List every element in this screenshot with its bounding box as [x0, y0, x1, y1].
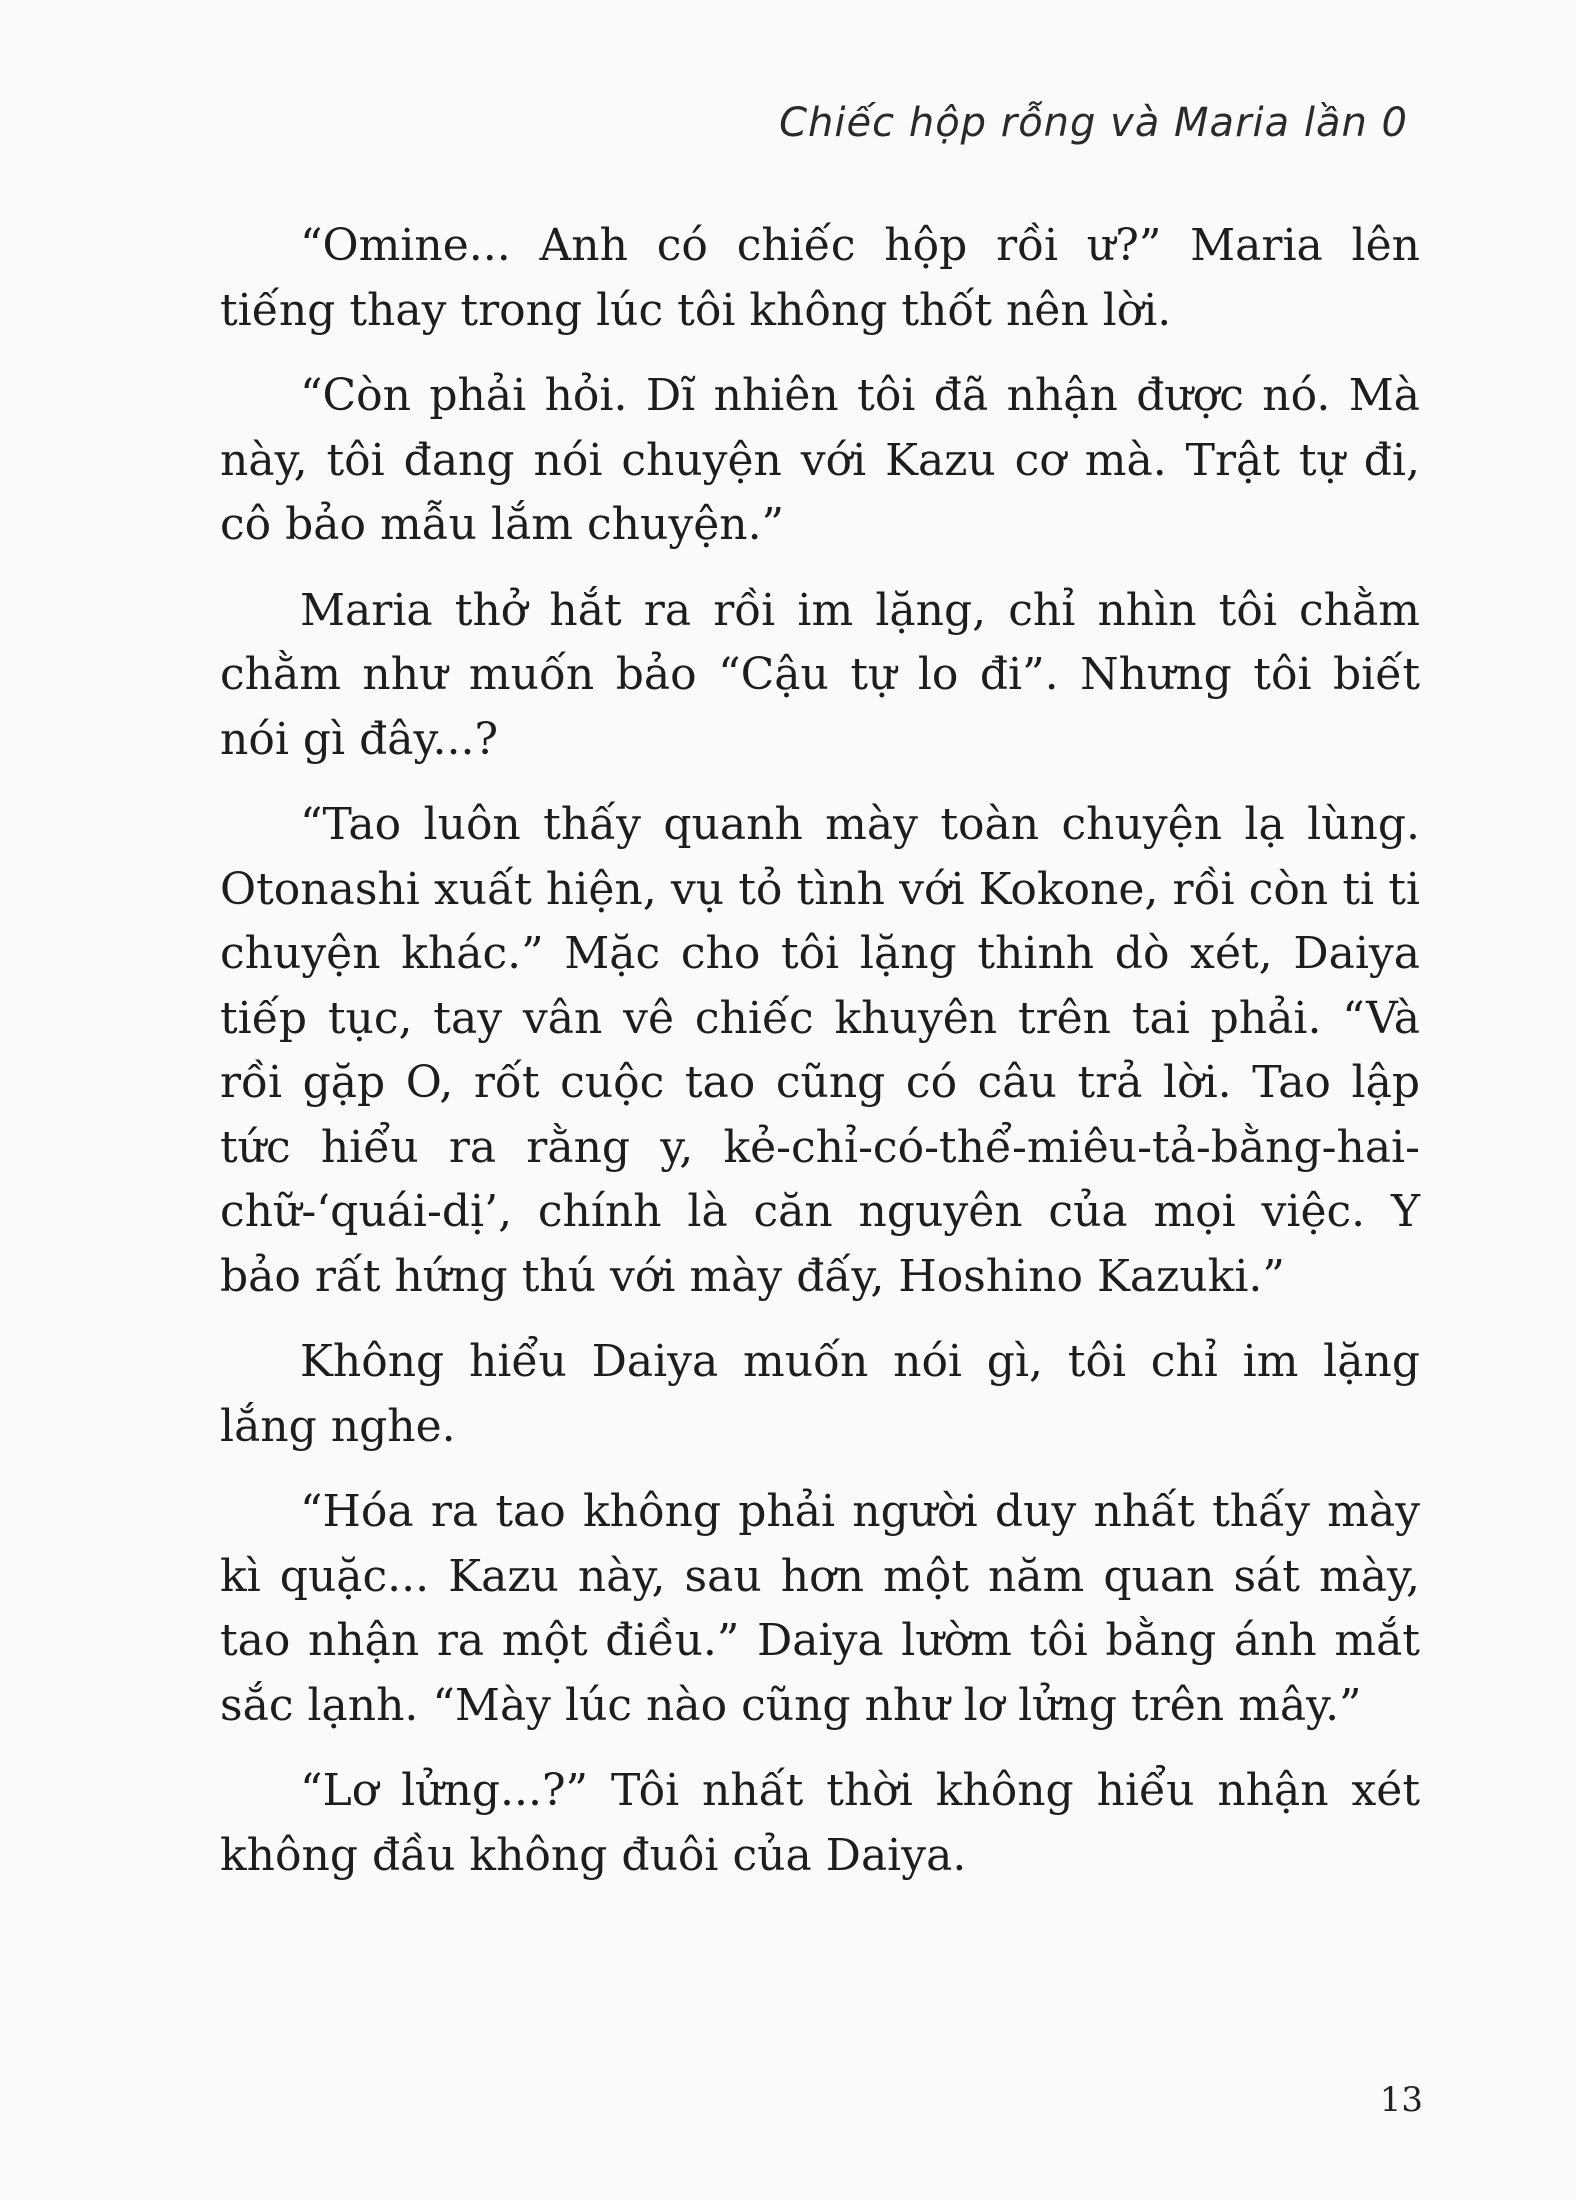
- page-number: 13: [1379, 2080, 1423, 2120]
- paragraph: “Còn phải hỏi. Dĩ nhiên tôi đã nhận được nó. Mà này, tôi đang nói chuyện với Kazu cơ mà. Trật tự đi, cô bảo mẫu lắm chuyện.”: [220, 370, 1420, 550]
- paragraph: “Lơ lửng...?” Tôi nhất thời không hiểu nhận xét không đầu không đuôi của Daiya.: [220, 1765, 1420, 1881]
- paragraph: Không hiểu Daiya muốn nói gì, tôi chỉ im lặng lắng nghe.: [220, 1336, 1420, 1452]
- paragraph: “Hóa ra tao không phải người duy nhất thấy mày kì quặc... Kazu này, sau hơn một năm quan sát mày, tao nhận ra một điều.” Daiya lườm tôi bằng ánh mắt sắc lạnh. “Mày lúc nào cũng như lơ lửng trên mây.”: [220, 1486, 1420, 1731]
- paragraph: Maria thở hắt ra rồi im lặng, chỉ nhìn tôi chằm chằm như muốn bảo “Cậu tự lo đi”. Nhưng tôi biết nói gì đây...?: [220, 584, 1420, 765]
- running-header: Chiếc hộp rỗng và Maria lần 0: [779, 100, 1408, 146]
- paragraph: “Omine... Anh có chiếc hộp rồi ư?” Maria lên tiếng thay trong lúc tôi không thốt nên lời.: [220, 220, 1420, 336]
- body-text: [220, 214, 1420, 1909]
- paragraph: “Tao luôn thấy quanh mày toàn chuyện lạ lùng. Otonashi xuất hiện, vụ tỏ tình với Kokone, rồi còn ti ti chuyện khác.” Mặc cho tôi lặng thinh dò xét, Daiya tiếp tục, tay vân vê chiếc khuyên trên tai phải. “Và rồi gặp O, rốt cuộc tao cũng có câu trả lời. Tao lập tức hiểu ra rằng y, kẻ-chỉ-có-thể-miêu-tả-bằng-hai-chữ-‘quái-dị’, chính là căn nguyên của mọi việc. Y bảo rất hứng thú với mày đấy, Hoshino Kazuki.”: [220, 799, 1420, 1302]
